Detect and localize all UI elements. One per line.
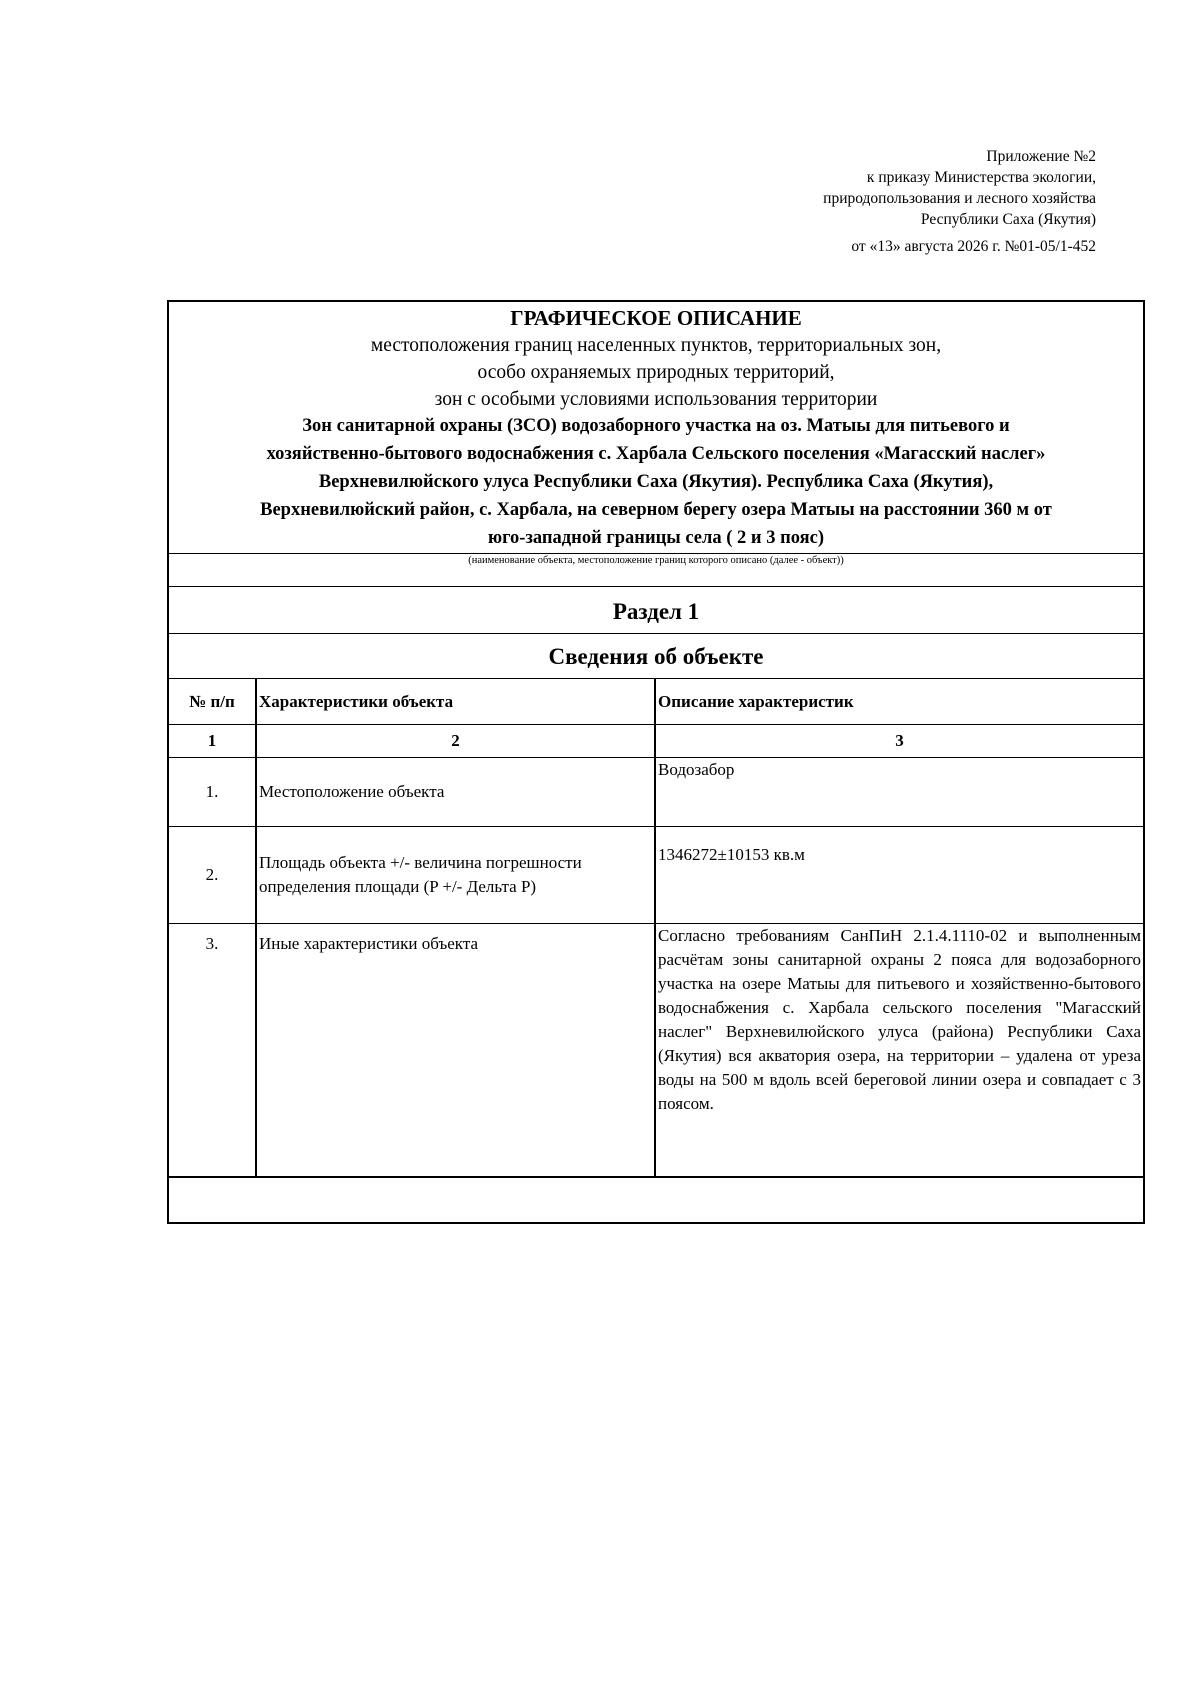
object-name-line: Верхневилюйский район, с. Харбала, на северном берегу озера Матыы на расстоянии 360 м от (260, 500, 1052, 520)
object-name-line: Зон санитарной охраны (ЗСО) водозаборного участка на оз. Матыы для питьевого и (302, 416, 1010, 436)
appendix-line: природопользования и лесного хозяйства (823, 190, 1096, 207)
title-subline: зон с особыми условиями использования территории (434, 389, 878, 410)
row-number-cell: 2. (169, 827, 256, 924)
table-row (169, 758, 1143, 827)
appendix-line: Приложение №2 (986, 148, 1096, 165)
header-cell-number: № п/п (169, 679, 256, 725)
section-subtitle: Сведения об объекте (169, 634, 1143, 679)
object-name-line: юго-западной границы села ( 2 и 3 пояс) (487, 528, 825, 548)
appendix-line: Республики Саха (Якутия) (920, 211, 1096, 228)
object-name-line: Верхневилюйского улуса Республики Саха (Якутия). Республика Саха (Якутия), (318, 472, 994, 492)
row-number-cell: 1. (169, 758, 256, 827)
column-number-cell: 2 (256, 725, 655, 758)
characteristic-cell: Иные характеристики объекта (256, 924, 655, 1177)
appendix-line: к приказу Министерства экологии, (866, 169, 1096, 186)
table-row (169, 827, 1143, 924)
description-cell: Согласно требованиям СанПиН 2.1.4.1110-02 и выполненным расчётам зоны санитарной охраны 2 пояса для водозаборного участка на озере Матыы для питьевого и хозяйственно-бытового водоснабжения с. Харбала сельского поселения "Магасский наслег" Верхневилюйского улуса (района) Республики Саха (Якутия) вся акватория озера, на территории – удалена от уреза воды на 500 м вдоль всей береговой линии озера и совпадает с 3 поясом. (655, 924, 1143, 1177)
header-cell-description: Описание характеристик (655, 679, 1143, 725)
title-section (169, 302, 1143, 554)
column-number-cell: 1 (169, 725, 256, 758)
section-title: Раздел 1 (169, 587, 1143, 634)
characteristic-cell: Площадь объекта +/- величина погрешности определения площади (P +/- Дельта P) (256, 827, 655, 924)
table-header-row (169, 679, 1143, 725)
description-cell: Водозабор (655, 758, 1143, 827)
document-frame (167, 300, 1145, 1224)
appendix-header (636, 146, 1096, 257)
characteristics-table (169, 679, 1143, 1177)
row-number-cell: 3. (169, 924, 256, 1177)
column-number-cell: 3 (655, 725, 1143, 758)
title-subline: местоположения границ населенных пунктов, территориальных зон, (370, 335, 942, 356)
title-subline: особо охраняемых природных территорий, (477, 362, 835, 383)
description-cell: 1346272±10153 кв.м (655, 827, 1143, 924)
document-title: ГРАФИЧЕСКОЕ ОПИСАНИЕ (510, 306, 802, 330)
header-cell-characteristic: Характеристики объекта (256, 679, 655, 725)
column-number-row (169, 725, 1143, 758)
object-name-line: хозяйственно-бытового водоснабжения с. Харбала Сельского поселения «Магасский наслег» (266, 444, 1046, 464)
empty-table-row (169, 1177, 1143, 1222)
table-row (169, 924, 1143, 1177)
object-caption: (наименование объекта, местоположение границ которого описано (далее - объект)) (169, 554, 1143, 587)
characteristic-cell: Местоположение объекта (256, 758, 655, 827)
order-reference: от «13» августа 2026 г. №01-05/1-452 (851, 238, 1096, 255)
